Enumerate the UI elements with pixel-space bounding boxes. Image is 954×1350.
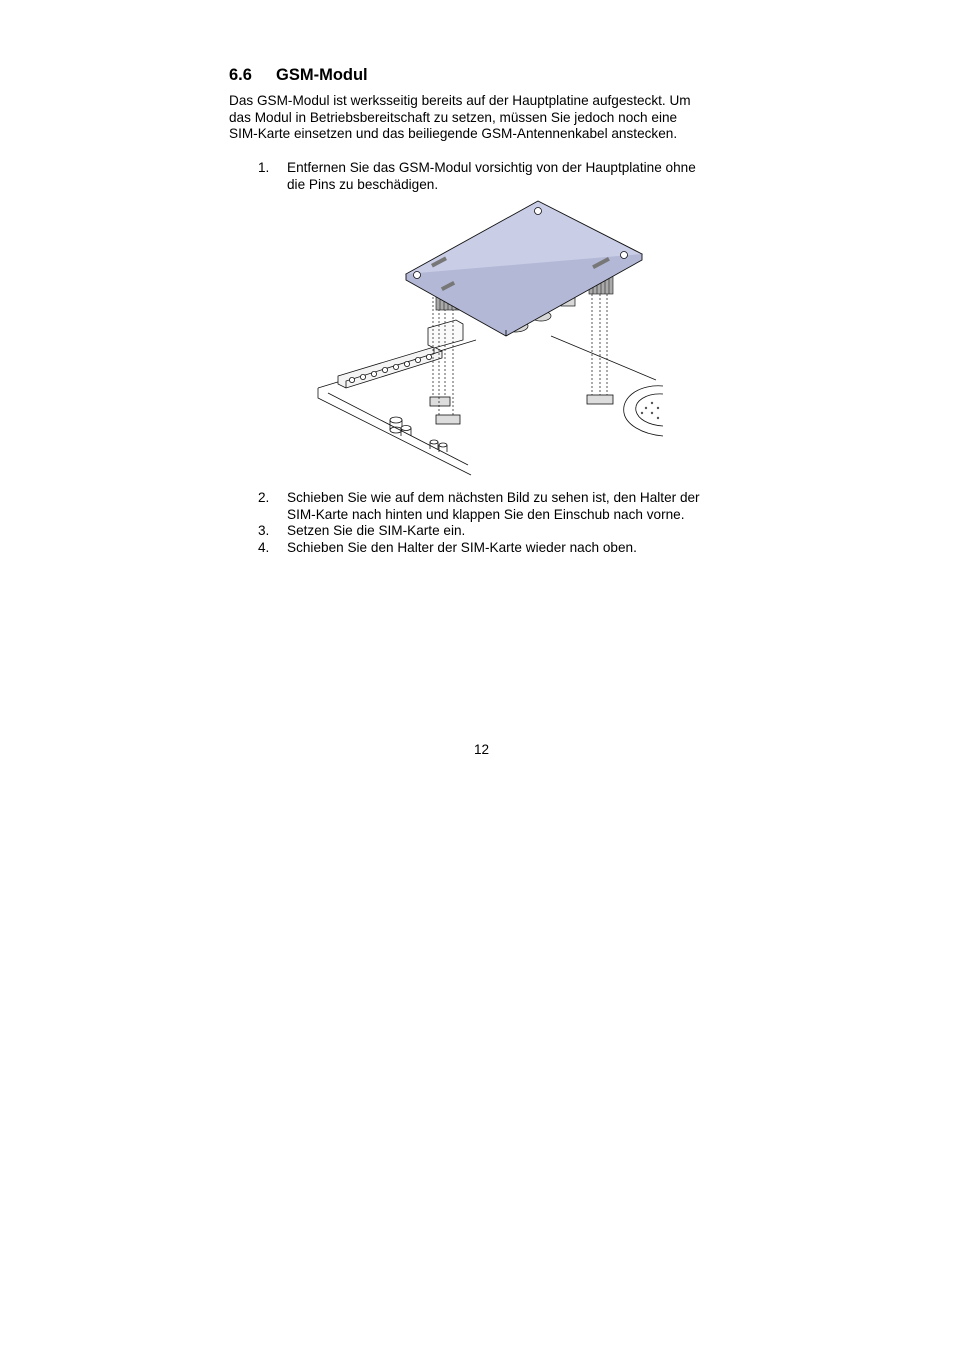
intro-line: Das GSM-Modul ist werksseitig bereits auf der Hauptplatine aufgesteckt. Um [229,93,691,108]
step-number: 1. [258,160,270,175]
step-3 [258,523,738,540]
step-2 [258,490,738,523]
step-text-line: Schieben Sie den Halter der SIM-Karte wieder nach oben. [287,540,637,555]
step-text-line: Entfernen Sie das GSM-Modul vorsichtig von der Hauptplatine ohne [287,160,696,175]
step-1 [258,160,738,193]
gsm-module-illustration [316,198,666,478]
section-title: GSM-Modul [276,66,368,84]
step-text-line: SIM-Karte nach hinten und klappen Sie den Einschub nach vorne. [287,506,685,522]
section-number: 6.6 [229,66,252,84]
step-4 [258,540,738,557]
section-heading [229,66,368,85]
intro-paragraph [229,93,729,143]
step-number: 2. [258,490,270,505]
step-text-line: die Pins zu beschädigen. [287,176,439,192]
page-number: 12 [474,742,490,757]
intro-line: SIM-Karte einsetzen und das beiliegende GSM-Antennenkabel anstecken. [229,126,678,142]
step-text-line: Schieben Sie wie auf dem nächsten Bild zu sehen ist, den Halter der [287,490,700,505]
intro-line: das Modul in Betriebsbereitschaft zu setzen, müssen Sie jedoch noch eine [229,109,678,125]
step-number: 3. [258,523,270,538]
step-number: 4. [258,540,270,555]
step-text-line: Setzen Sie die SIM-Karte ein. [287,523,466,538]
